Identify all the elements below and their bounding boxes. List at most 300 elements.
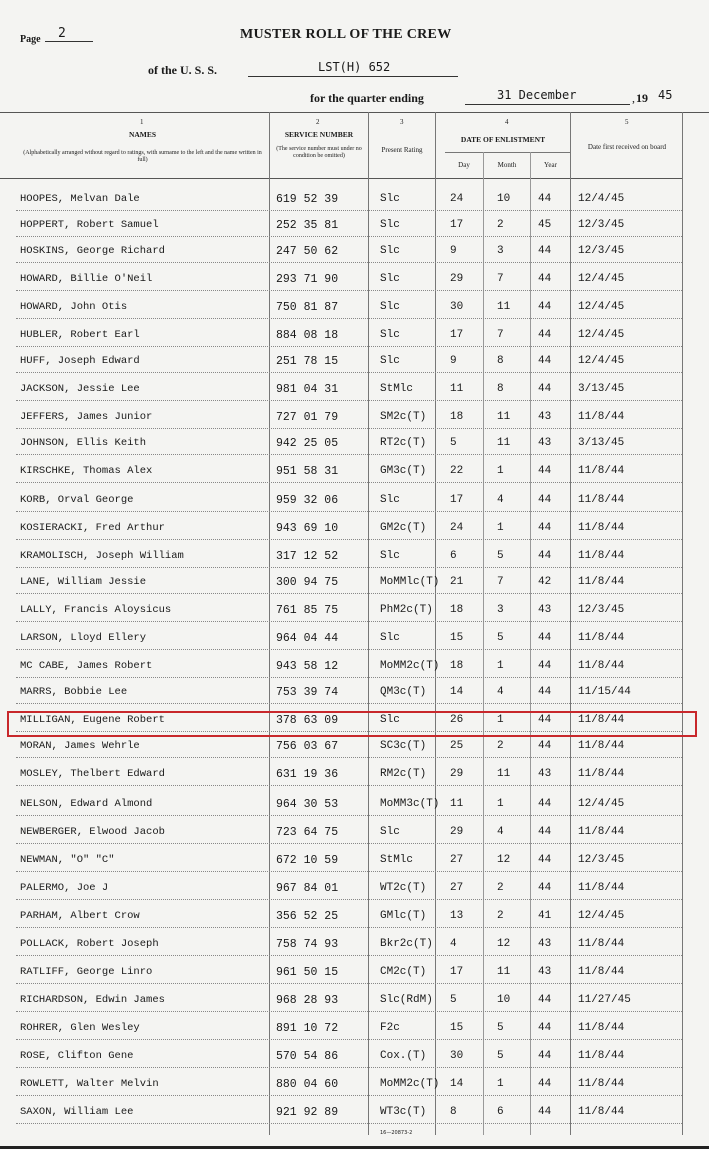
present-rating: Slc <box>380 494 400 506</box>
col4-title: DATE OF ENLISTMENT <box>460 135 546 144</box>
present-rating: Slc <box>380 273 400 285</box>
date-received: 11/8/44 <box>578 522 625 534</box>
enlist-year: 44 <box>538 522 552 534</box>
enlist-year: 43 <box>538 604 552 616</box>
enlist-day: 27 <box>450 854 464 866</box>
crew-name: ROHRER, Glen Wesley <box>20 1022 140 1034</box>
present-rating: F2c <box>380 1022 400 1034</box>
enlist-month: 12 <box>497 938 511 950</box>
row-rule <box>16 372 682 373</box>
highlighted-row-box <box>7 711 697 737</box>
table-row <box>0 191 700 211</box>
enlist-day: 5 <box>450 437 457 449</box>
enlist-month: 10 <box>497 994 511 1006</box>
date-received: 11/15/44 <box>578 686 631 698</box>
enlist-year: 44 <box>538 465 552 477</box>
enlist-day: 21 <box>450 576 464 588</box>
crew-name: HOOPES, Melvan Dale <box>20 193 140 205</box>
service-number: 753 39 74 <box>276 686 339 699</box>
table-row <box>0 992 700 1012</box>
row-rule <box>16 482 682 483</box>
enlist-year: 44 <box>538 193 552 205</box>
table-row <box>0 936 700 956</box>
enlist-day: 15 <box>450 1022 464 1034</box>
row-rule <box>16 983 682 984</box>
enlist-day: 30 <box>450 1050 464 1062</box>
enlist-year: 44 <box>538 686 552 698</box>
service-number: 378 63 09 <box>276 714 339 727</box>
crew-name: HOPPERT, Robert Samuel <box>20 219 159 231</box>
enlist-day: 11 <box>450 383 464 395</box>
enlist-day: 8 <box>450 1106 457 1118</box>
row-rule <box>16 1039 682 1040</box>
enlist-year: 45 <box>538 219 552 231</box>
col3-title: Present Rating <box>381 146 423 154</box>
enlist-year: 44 <box>538 714 552 726</box>
enlist-month: 2 <box>497 882 504 894</box>
enlist-month: 7 <box>497 576 504 588</box>
enlist-month: 11 <box>497 301 511 313</box>
date-received: 12/4/45 <box>578 301 625 313</box>
date-received: 11/8/44 <box>578 1022 625 1034</box>
crew-name: RICHARDSON, Edwin James <box>20 994 165 1006</box>
present-rating: MoMM3c(T) <box>380 798 440 810</box>
enlist-month: 12 <box>497 854 511 866</box>
present-rating: Bkr2c(T) <box>380 938 433 950</box>
page-number-line <box>45 41 93 42</box>
enlist-year: 44 <box>538 383 552 395</box>
service-number: 951 58 31 <box>276 465 339 478</box>
date-received: 11/8/44 <box>578 882 625 894</box>
row-rule <box>16 210 682 211</box>
present-rating: Slc(RdM) <box>380 994 433 1006</box>
present-rating: Slc <box>380 550 400 562</box>
enlist-year: 44 <box>538 494 552 506</box>
enlist-year: 44 <box>538 882 552 894</box>
table-row <box>0 299 700 319</box>
row-rule <box>16 511 682 512</box>
year-comma: , <box>632 91 635 105</box>
table-row <box>0 353 700 373</box>
present-rating: CM2c(T) <box>380 966 427 978</box>
row-rule <box>16 1011 682 1012</box>
row-rule <box>16 1067 682 1068</box>
enlist-day: 5 <box>450 994 457 1006</box>
date-received: 12/4/45 <box>578 329 625 341</box>
row-rule <box>16 785 682 786</box>
date-received: 11/8/44 <box>578 465 625 477</box>
row-rule <box>16 871 682 872</box>
present-rating: StMlc <box>380 383 414 395</box>
row-rule <box>16 400 682 401</box>
enlist-month: 3 <box>497 604 504 616</box>
enlist-year: 44 <box>538 632 552 644</box>
col5-number: 5 <box>625 118 629 126</box>
enlist-month: 1 <box>497 660 504 672</box>
table-row <box>0 908 700 928</box>
crew-name: POLLACK, Robert Joseph <box>20 938 159 950</box>
crew-name: KORB, Orval George <box>20 494 134 506</box>
present-rating: PhM2c(T) <box>380 604 433 616</box>
enlist-month: 7 <box>497 273 504 285</box>
date-received: 11/8/44 <box>578 550 625 562</box>
col3-number: 3 <box>400 118 404 126</box>
enlist-year: 44 <box>538 301 552 313</box>
enlist-year: 44 <box>538 273 552 285</box>
header-bottom-rule <box>0 178 682 179</box>
enlistment-subheader-rule <box>445 152 570 153</box>
crew-name: MILLIGAN, Eugene Robert <box>20 714 165 726</box>
enlist-year: 44 <box>538 355 552 367</box>
enlist-year: 44 <box>538 550 552 562</box>
year-prefix: 19 <box>636 91 648 105</box>
service-number: 891 10 72 <box>276 1022 339 1035</box>
enlist-month: 1 <box>497 1078 504 1090</box>
present-rating: MoMM2c(T) <box>380 1078 440 1090</box>
service-number: 247 50 62 <box>276 245 339 258</box>
present-rating: Slc <box>380 632 400 644</box>
crew-name: HOSKINS, George Richard <box>20 245 165 257</box>
service-number: 943 58 12 <box>276 660 339 673</box>
crew-name: MC CABE, James Robert <box>20 660 153 672</box>
crew-name: HUBLER, Robert Earl <box>20 329 140 341</box>
enlist-month: 2 <box>497 219 504 231</box>
enlist-day: 6 <box>450 550 457 562</box>
enlist-month: 4 <box>497 494 504 506</box>
enlist-month: 5 <box>497 632 504 644</box>
quarter-label: for the quarter ending <box>310 91 424 105</box>
row-rule <box>16 454 682 455</box>
enlist-day: 18 <box>450 604 464 616</box>
crew-name: LANE, William Jessie <box>20 576 147 588</box>
enlist-month: 5 <box>497 550 504 562</box>
enlist-month: 11 <box>497 437 511 449</box>
enlist-day: 29 <box>450 826 464 838</box>
present-rating: WT2c(T) <box>380 882 427 894</box>
row-rule <box>16 567 682 568</box>
row-rule <box>16 677 682 678</box>
enlist-month: 7 <box>497 329 504 341</box>
date-received: 12/4/45 <box>578 193 625 205</box>
date-received: 11/8/44 <box>578 740 625 752</box>
enlist-month: 8 <box>497 383 504 395</box>
row-rule <box>16 236 682 237</box>
table-row <box>0 381 700 401</box>
enlist-day: 9 <box>450 355 457 367</box>
col2-number: 2 <box>316 118 320 126</box>
present-rating: Slc <box>380 329 400 341</box>
enlist-year: 43 <box>538 411 552 423</box>
enlist-day: 14 <box>450 686 464 698</box>
page-number: 2 <box>58 26 66 41</box>
row-rule <box>16 843 682 844</box>
col1-number: 1 <box>140 118 144 126</box>
service-number: 959 32 06 <box>276 494 339 507</box>
table-row <box>0 520 700 540</box>
col4-day: Day <box>458 161 470 169</box>
date-received: 11/8/44 <box>578 1050 625 1062</box>
col2-title: SERVICE NUMBER <box>284 130 354 139</box>
table-row <box>0 435 700 455</box>
table-row <box>0 217 700 237</box>
enlist-year: 44 <box>538 798 552 810</box>
enlist-year: 44 <box>538 826 552 838</box>
table-row <box>0 766 700 786</box>
present-rating: Slc <box>380 826 400 838</box>
enlist-month: 4 <box>497 826 504 838</box>
enlist-year: 44 <box>538 1050 552 1062</box>
table-row <box>0 824 700 844</box>
enlist-day: 26 <box>450 714 464 726</box>
service-number: 672 10 59 <box>276 854 339 867</box>
enlist-month: 2 <box>497 910 504 922</box>
service-number: 964 30 53 <box>276 798 339 811</box>
enlist-year: 44 <box>538 740 552 752</box>
date-received: 11/8/44 <box>578 632 625 644</box>
crew-name: JOHNSON, Ellis Keith <box>20 437 147 449</box>
enlist-year: 43 <box>538 768 552 780</box>
present-rating: QM3c(T) <box>380 686 427 698</box>
enlist-year: 44 <box>538 1022 552 1034</box>
row-rule <box>16 757 682 758</box>
row-rule <box>16 621 682 622</box>
enlist-year: 44 <box>538 994 552 1006</box>
service-number: 252 35 81 <box>276 219 339 232</box>
table-row <box>0 658 700 678</box>
crew-name: RATLIFF, George Linro <box>20 966 153 978</box>
service-number: 570 54 86 <box>276 1050 339 1063</box>
date-received: 11/27/45 <box>578 994 631 1006</box>
row-rule <box>16 290 682 291</box>
present-rating: StMlc <box>380 854 414 866</box>
service-number: 356 52 25 <box>276 910 339 923</box>
table-row <box>0 796 700 816</box>
table-row <box>0 1048 700 1068</box>
date-received: 12/4/45 <box>578 273 625 285</box>
present-rating: Cox.(T) <box>380 1050 427 1062</box>
table-row <box>0 574 700 594</box>
present-rating: MoMM2c(T) <box>380 660 440 672</box>
row-rule <box>16 703 682 704</box>
service-number: 967 84 01 <box>276 882 339 895</box>
crew-name: SAXON, William Lee <box>20 1106 134 1118</box>
crew-name: ROWLETT, Walter Melvin <box>20 1078 159 1090</box>
enlist-month: 1 <box>497 522 504 534</box>
present-rating: WT3c(T) <box>380 1106 427 1118</box>
service-number: 964 04 44 <box>276 632 339 645</box>
present-rating: Slc <box>380 355 400 367</box>
enlist-year: 43 <box>538 938 552 950</box>
crew-name: KOSIERACKI, Fred Arthur <box>20 522 165 534</box>
row-rule <box>16 346 682 347</box>
date-received: 12/4/45 <box>578 798 625 810</box>
date-received: 12/4/45 <box>578 910 625 922</box>
crew-name: MOSLEY, Thelbert Edward <box>20 768 165 780</box>
crew-name: MORAN, James Wehrle <box>20 740 140 752</box>
crew-name: ROSE, Clifton Gene <box>20 1050 134 1062</box>
table-row <box>0 630 700 650</box>
col2-note: (The service number must under no condition be omitted) <box>276 146 362 159</box>
date-received: 12/3/45 <box>578 245 625 257</box>
date-received: 11/8/44 <box>578 660 625 672</box>
quarter-line <box>465 104 630 105</box>
enlist-month: 11 <box>497 411 511 423</box>
enlist-month: 5 <box>497 1050 504 1062</box>
service-number: 943 69 10 <box>276 522 339 535</box>
enlist-month: 5 <box>497 1022 504 1034</box>
enlist-day: 29 <box>450 273 464 285</box>
enlist-month: 6 <box>497 1106 504 1118</box>
date-received: 11/8/44 <box>578 1106 625 1118</box>
present-rating: Slc <box>380 193 400 205</box>
date-received: 11/8/44 <box>578 411 625 423</box>
form-number: 16—20873-2 <box>380 1130 413 1136</box>
enlist-month: 1 <box>497 798 504 810</box>
present-rating: Slc <box>380 219 400 231</box>
ship-line <box>248 76 458 77</box>
col1-note: (Alphabetically arranged without regard to ratings, with surname to the left and the name written in full) <box>23 150 262 163</box>
enlist-month: 11 <box>497 768 511 780</box>
table-row <box>0 602 700 622</box>
col4-year: Year <box>544 161 557 169</box>
date-received: 11/8/44 <box>578 714 625 726</box>
date-received: 12/3/45 <box>578 219 625 231</box>
enlist-year: 43 <box>538 966 552 978</box>
crew-name: NEWMAN, "O" "C" <box>20 854 115 866</box>
row-rule <box>16 927 682 928</box>
page-title: MUSTER ROLL OF THE CREW <box>240 27 452 42</box>
row-rule <box>16 593 682 594</box>
date-received: 12/3/45 <box>578 854 625 866</box>
service-number: 758 74 93 <box>276 938 339 951</box>
crew-name: PALERMO, Joe J <box>20 882 109 894</box>
enlist-month: 1 <box>497 465 504 477</box>
enlist-month: 10 <box>497 193 511 205</box>
date-received: 3/13/45 <box>578 437 625 449</box>
date-received: 11/8/44 <box>578 576 625 588</box>
service-number: 300 94 75 <box>276 576 339 589</box>
crew-name: PARHAM, Albert Crow <box>20 910 140 922</box>
date-received: 3/13/45 <box>578 383 625 395</box>
service-number: 619 52 39 <box>276 193 339 206</box>
present-rating: Slc <box>380 714 400 726</box>
enlist-day: 30 <box>450 301 464 313</box>
enlist-day: 17 <box>450 494 464 506</box>
present-rating: MoMMlc(T) <box>380 576 440 588</box>
enlist-year: 44 <box>538 329 552 341</box>
date-received: 11/8/44 <box>578 494 625 506</box>
date-received: 11/8/44 <box>578 826 625 838</box>
crew-name: KRAMOLISCH, Joseph William <box>20 550 184 562</box>
present-rating: RT2c(T) <box>380 437 427 449</box>
enlist-day: 27 <box>450 882 464 894</box>
enlist-day: 25 <box>450 740 464 752</box>
table-row <box>0 738 700 758</box>
table-row <box>0 880 700 900</box>
crew-name: MARRS, Bobbie Lee <box>20 686 128 698</box>
date-received: 12/3/45 <box>578 604 625 616</box>
enlist-day: 22 <box>450 465 464 477</box>
enlist-year: 43 <box>538 437 552 449</box>
row-rule <box>16 955 682 956</box>
enlist-month: 4 <box>497 686 504 698</box>
enlist-month: 1 <box>497 714 504 726</box>
crew-name: LALLY, Francis Aloysicus <box>20 604 172 616</box>
present-rating: RM2c(T) <box>380 768 427 780</box>
crew-name: NELSON, Edward Almond <box>20 798 153 810</box>
service-number: 251 78 15 <box>276 355 339 368</box>
row-rule <box>16 1095 682 1096</box>
col1-title: NAMES <box>128 130 157 139</box>
crew-name: NEWBERGER, Elwood Jacob <box>20 826 165 838</box>
present-rating: Slc <box>380 245 400 257</box>
enlist-day: 17 <box>450 219 464 231</box>
date-received: 11/8/44 <box>578 966 625 978</box>
present-rating: SC3c(T) <box>380 740 427 752</box>
table-row <box>0 964 700 984</box>
col4-month: Month <box>497 161 517 169</box>
enlist-month: 8 <box>497 355 504 367</box>
enlist-year: 41 <box>538 910 552 922</box>
table-row <box>0 1020 700 1040</box>
date-received: 11/8/44 <box>578 768 625 780</box>
service-number: 761 85 75 <box>276 604 339 617</box>
date-received: 11/8/44 <box>578 1078 625 1090</box>
present-rating: GM3c(T) <box>380 465 427 477</box>
table-row <box>0 463 700 483</box>
row-rule <box>16 428 682 429</box>
enlist-month: 11 <box>497 966 511 978</box>
enlist-day: 4 <box>450 938 457 950</box>
enlist-day: 18 <box>450 660 464 672</box>
service-number: 961 50 15 <box>276 966 339 979</box>
enlist-day: 13 <box>450 910 464 922</box>
table-row <box>0 684 700 704</box>
table-row <box>0 243 700 263</box>
service-number: 317 12 52 <box>276 550 339 563</box>
row-rule <box>16 539 682 540</box>
enlist-day: 17 <box>450 329 464 341</box>
service-number: 631 19 36 <box>276 768 339 781</box>
enlist-day: 29 <box>450 768 464 780</box>
table-row <box>0 1104 700 1124</box>
present-rating: GMlc(T) <box>380 910 427 922</box>
present-rating: GM2c(T) <box>380 522 427 534</box>
crew-name: JEFFERS, James Junior <box>20 411 153 423</box>
crew-name: JACKSON, Jessie Lee <box>20 383 140 395</box>
row-rule <box>16 899 682 900</box>
crew-name: KIRSCHKE, Thomas Alex <box>20 465 153 477</box>
ship-name: LST(H) 652 <box>318 60 391 74</box>
table-row <box>0 492 700 512</box>
service-number: 968 28 93 <box>276 994 339 1007</box>
crew-name: HUFF, Joseph Edward <box>20 355 140 367</box>
service-number: 727 01 79 <box>276 411 339 424</box>
present-rating: SM2c(T) <box>380 411 427 423</box>
service-number: 942 25 05 <box>276 437 339 450</box>
enlist-month: 3 <box>497 245 504 257</box>
crew-name: HOWARD, Billie O'Neil <box>20 273 153 285</box>
service-number: 293 71 90 <box>276 273 339 286</box>
enlist-year: 44 <box>538 245 552 257</box>
enlist-year: 44 <box>538 1106 552 1118</box>
service-number: 884 08 18 <box>276 329 339 342</box>
enlist-year: 44 <box>538 854 552 866</box>
enlist-day: 24 <box>450 193 464 205</box>
enlist-day: 18 <box>450 411 464 423</box>
enlist-year: 44 <box>538 1078 552 1090</box>
service-number: 921 92 89 <box>276 1106 339 1119</box>
